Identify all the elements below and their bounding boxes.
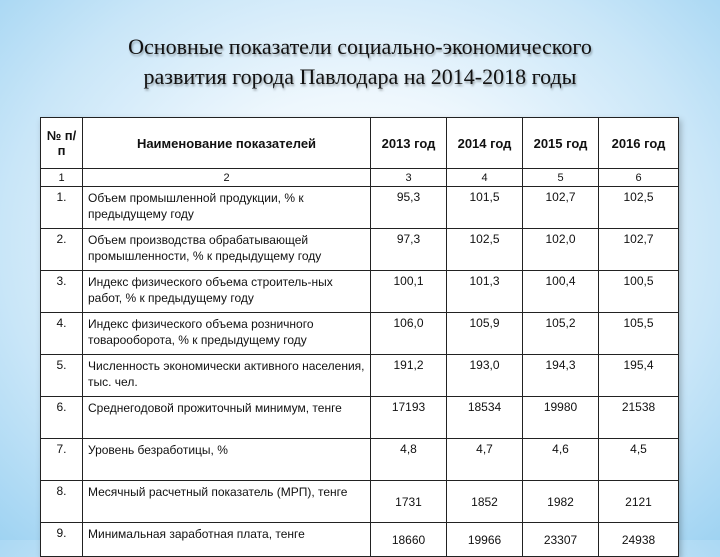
- header-2014: 2014 год: [447, 118, 523, 169]
- value-2013: 17193: [371, 397, 447, 439]
- row-name: Месячный расчетный показатель (МРП), тенге: [83, 481, 371, 523]
- value-2013: 95,3: [371, 187, 447, 229]
- value-2014: 193,0: [447, 355, 523, 397]
- table-row: [41, 187, 679, 229]
- table-row: [41, 313, 679, 355]
- indicators-table: [40, 117, 679, 557]
- value-2015: 102,7: [523, 187, 599, 229]
- table-row: [41, 439, 679, 481]
- row-name: Объем производства обрабатывающей промышленности, % к предыдущему году: [83, 229, 371, 271]
- row-number: 6.: [41, 397, 83, 439]
- value-2016: 4,5: [599, 439, 679, 481]
- col-number: 2: [83, 169, 371, 187]
- col-number: 1: [41, 169, 83, 187]
- value-2015: 4,6: [523, 439, 599, 481]
- value-2016: 2121: [599, 481, 679, 523]
- value-2013: 18660: [371, 523, 447, 557]
- row-number: 9.: [41, 523, 83, 557]
- value-2016: 24938: [599, 523, 679, 557]
- col-number: 5: [523, 169, 599, 187]
- value-2016: 105,5: [599, 313, 679, 355]
- header-2013: 2013 год: [371, 118, 447, 169]
- value-2016: 102,5: [599, 187, 679, 229]
- value-2013: 1731: [371, 481, 447, 523]
- row-number: 8.: [41, 481, 83, 523]
- row-name: Среднегодовой прожиточный минимум, тенге: [83, 397, 371, 439]
- value-2013: 191,2: [371, 355, 447, 397]
- value-2014: 105,9: [447, 313, 523, 355]
- title-line-2: развития города Павлодара на 2014-2018 годы: [143, 64, 577, 89]
- value-2015: 105,2: [523, 313, 599, 355]
- header-name: Наименование показателей: [83, 118, 371, 169]
- row-name: Объем промышленной продукции, % к предыдущему году: [83, 187, 371, 229]
- value-2016: 195,4: [599, 355, 679, 397]
- row-name: Численность экономически активного населения, тыс. чел.: [83, 355, 371, 397]
- value-2015: 194,3: [523, 355, 599, 397]
- page-title: [0, 32, 720, 92]
- table-row: [41, 481, 679, 523]
- row-name: Индекс физического объема строитель-ных работ, % к предыдущему году: [83, 271, 371, 313]
- value-2015: 1982: [523, 481, 599, 523]
- value-2014: 101,3: [447, 271, 523, 313]
- table-row: [41, 229, 679, 271]
- col-number: 3: [371, 169, 447, 187]
- row-name: Минимальная заработная плата, тенге: [83, 523, 371, 557]
- value-2015: 100,4: [523, 271, 599, 313]
- row-name: Уровень безработицы, %: [83, 439, 371, 481]
- row-name: Индекс физического объема розничного товарооборота, % к предыдущему году: [83, 313, 371, 355]
- value-2015: 19980: [523, 397, 599, 439]
- value-2014: 18534: [447, 397, 523, 439]
- header-2016: 2016 год: [599, 118, 679, 169]
- col-number: 6: [599, 169, 679, 187]
- value-2016: 102,7: [599, 229, 679, 271]
- row-number: 3.: [41, 271, 83, 313]
- value-2014: 19966: [447, 523, 523, 557]
- row-number: 5.: [41, 355, 83, 397]
- value-2015: 23307: [523, 523, 599, 557]
- value-2013: 100,1: [371, 271, 447, 313]
- value-2014: 101,5: [447, 187, 523, 229]
- table-row: [41, 355, 679, 397]
- table-row: [41, 271, 679, 313]
- value-2013: 97,3: [371, 229, 447, 271]
- row-number: 2.: [41, 229, 83, 271]
- row-number: 4.: [41, 313, 83, 355]
- value-2013: 4,8: [371, 439, 447, 481]
- title-line-1: Основные показатели социально-экономического: [128, 34, 592, 59]
- col-number: 4: [447, 169, 523, 187]
- row-number: 7.: [41, 439, 83, 481]
- header-num: № п/п: [41, 118, 83, 169]
- value-2016: 21538: [599, 397, 679, 439]
- row-number: 1.: [41, 187, 83, 229]
- column-numbers-row: [41, 169, 679, 187]
- value-2015: 102,0: [523, 229, 599, 271]
- table-row: [41, 397, 679, 439]
- header-2015: 2015 год: [523, 118, 599, 169]
- value-2014: 4,7: [447, 439, 523, 481]
- value-2014: 102,5: [447, 229, 523, 271]
- value-2013: 106,0: [371, 313, 447, 355]
- value-2016: 100,5: [599, 271, 679, 313]
- header-row: [41, 118, 679, 169]
- value-2014: 1852: [447, 481, 523, 523]
